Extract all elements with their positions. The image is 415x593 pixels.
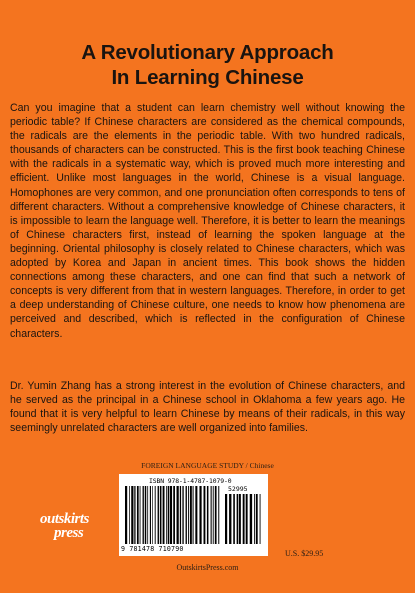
barcode-bar [143, 486, 144, 544]
subject-category: FOREIGN LANGUAGE STUDY / Chinese [141, 461, 274, 470]
barcode-bar [254, 494, 255, 544]
barcode-bar [237, 494, 239, 544]
barcode-ean-number: 9 781478 710790 [121, 545, 184, 553]
barcode-bar [129, 486, 130, 544]
barcode-bar [260, 494, 261, 544]
barcode-bar [256, 494, 258, 544]
barcode-bar [246, 494, 248, 544]
publisher-website: OutskirtsPress.com [176, 563, 239, 572]
barcode-bar [182, 486, 183, 544]
barcode-bar [155, 486, 156, 544]
barcode-bar [239, 494, 241, 544]
barcode-bar [125, 486, 127, 544]
barcode-bar [163, 486, 165, 544]
barcode-main-bars [125, 486, 221, 544]
barcode-bar [199, 486, 201, 544]
barcode-bar [140, 486, 141, 544]
barcode-bar [147, 486, 148, 544]
isbn-label: ISBN 978-1-4787-1079-0 [149, 477, 232, 485]
barcode-bar [225, 494, 227, 544]
barcode-bar [229, 494, 231, 544]
barcode-bar [204, 486, 206, 544]
barcode-bar [193, 486, 194, 544]
barcode-bar [250, 494, 252, 544]
barcode-bar [243, 494, 245, 544]
barcode-bar [134, 486, 135, 544]
logo-line-2: press [54, 525, 84, 541]
barcode-bar [158, 486, 159, 544]
description-paragraph: Can you imagine that a student can learn chemistry well without knowing the periodic table? If Chinese characters are considered as the chemical compounds, the radicals are the elements in the periodic table. With two hundred radicals, thousands of characters can be constructed. This is the first book teaching Chinese with the radicals in a systematic way, which is proved much more interesting and efficient. Unlike most languages in the world, Chinese is a visual language. Homophones are very common, and one pronunciation often corresponds to tens of different characters. Without a comprehensive knowledge of Chinese characters, it is impossible to learn the language well. Therefore, it is better to learn the meanings of Chinese characters first, instead of learning the spoken language at the beginning. Oriental philosophy is closely related to Chinese characters, which was adopted by Korea and Japan in ancient times. This book shows the hidden connections among these characters, and one can find that such a network of concepts is very different from that in western languages. Therefore, in order to get a deep understanding of Chinese culture, one needs to know how phenomena are perceived and described, which is reflected in the configuration of Chinese characters. [10, 102, 405, 340]
barcode-bar [150, 486, 151, 544]
barcode-bar [218, 486, 219, 544]
barcode-bar [137, 486, 139, 544]
barcode-addon-bars [225, 494, 262, 544]
barcode-bar [233, 494, 235, 544]
barcode-bar [207, 486, 209, 544]
title-line-1: A Revolutionary Approach [81, 41, 334, 64]
barcode-bar [168, 486, 169, 544]
barcode-bar [215, 486, 217, 544]
barcode-bar [152, 486, 153, 544]
barcode-bar [180, 486, 181, 544]
barcode-bar [190, 486, 192, 544]
isbn-barcode [119, 474, 268, 556]
outskirts-press-logo [40, 512, 102, 546]
barcode-bar [213, 486, 214, 544]
barcode-bar [188, 486, 189, 544]
barcode-bar [145, 486, 146, 544]
barcode-bar [160, 486, 162, 544]
barcode-bar [173, 486, 175, 544]
barcode-addon-number: 52995 [228, 485, 248, 493]
barcode-bar [177, 486, 179, 544]
price: U.S. $29.95 [285, 549, 324, 558]
barcode-bar [170, 486, 172, 544]
barcode-bar [195, 486, 197, 544]
barcode-bar [166, 486, 167, 544]
title-line-2: In Learning Chinese [111, 66, 304, 89]
logo-line-1: outskirts [40, 511, 89, 527]
barcode-bar [131, 486, 133, 544]
book-title [0, 40, 415, 90]
author-bio-paragraph: Dr. Yumin Zhang has a strong interest in the evolution of Chinese characters, and he served as the principal in a Chinese school in Oklahoma a few years ago. He found that it is very helpful to learn Chinese by means of their radicals, in this way seemingly unrelated characters are well organized into families. [10, 380, 405, 435]
barcode-bar [211, 486, 212, 544]
barcode-bar [186, 486, 187, 544]
